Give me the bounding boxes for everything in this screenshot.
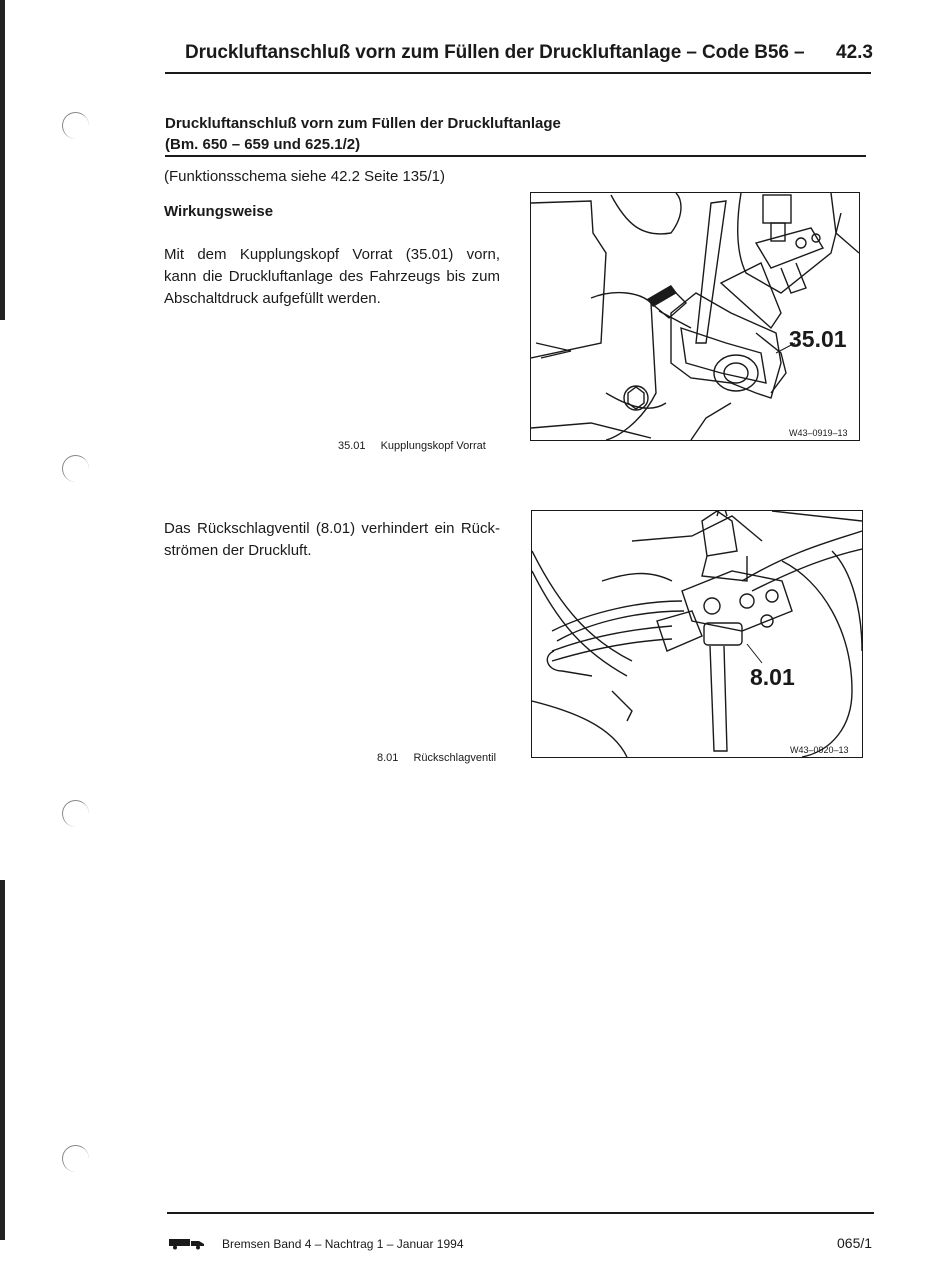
figure1-caption-number: 35.01	[338, 440, 366, 452]
para2-line2: strömen der Druckluft.	[164, 542, 312, 559]
page-header-title: Druckluftanschluß vorn zum Füllen der Druckluftanlage – Code B56 –	[185, 42, 805, 63]
section-title-line1: Druckluftanschluß vorn zum Füllen der Druckluftanlage	[165, 115, 561, 132]
page-header-code: 42.3	[836, 42, 873, 63]
scan-edge-bottom	[0, 880, 5, 1240]
check-valve-illustration	[532, 511, 862, 757]
figure2-caption-text: Rückschlagventil	[413, 752, 497, 764]
figure1-caption-text: Kupplungskopf Vorrat	[380, 440, 486, 452]
truck-logo-icon	[168, 1236, 206, 1250]
header-rule	[165, 72, 871, 74]
function-diagram-reference: (Funktionsschema siehe 42.2 Seite 135/1)	[164, 168, 445, 185]
figure2-caption-number: 8.01	[377, 752, 399, 764]
para1-line2: kann die Druckluftanlage des Fahrzeugs bis zum	[164, 268, 500, 285]
footer-publication: Bremsen Band 4 – Nachtrag 1 – Januar 1994	[222, 1237, 464, 1251]
figure2-image-id: W43–0920–13	[790, 745, 849, 755]
binder-hole-2	[62, 455, 89, 482]
callout-35-01: 35.01	[789, 326, 847, 352]
binder-hole-4	[62, 1145, 89, 1172]
scan-edge-top	[0, 0, 5, 320]
figure-check-valve	[531, 510, 863, 758]
binder-hole-3	[62, 800, 89, 827]
section-title	[165, 113, 561, 155]
callout-8-01: 8.01	[750, 664, 795, 690]
figure-coupling-head	[530, 192, 860, 441]
paragraph-coupling-head	[164, 244, 500, 310]
section-rule	[165, 155, 866, 157]
coupling-head-illustration	[531, 193, 859, 440]
figure2-caption	[377, 752, 496, 764]
figure1-caption	[338, 440, 486, 452]
para1-line1: Mit dem Kupplungskopf Vorrat (35.01) vorn,	[164, 246, 500, 263]
para2-line1: Das Rückschlagventil (8.01) verhindert ein Rück-	[164, 520, 500, 537]
binder-hole-1	[62, 112, 89, 139]
section-title-line2: (Bm. 650 – 659 und 625.1/2)	[165, 136, 361, 153]
paragraph-check-valve	[164, 518, 500, 562]
subheading-operation: Wirkungsweise	[164, 203, 274, 220]
footer-page-number: 065/1	[837, 1235, 873, 1251]
para1-line3: Abschaltdruck aufgefüllt werden.	[164, 290, 381, 307]
footer-rule	[167, 1212, 874, 1214]
figure1-image-id: W43–0919–13	[789, 428, 848, 438]
